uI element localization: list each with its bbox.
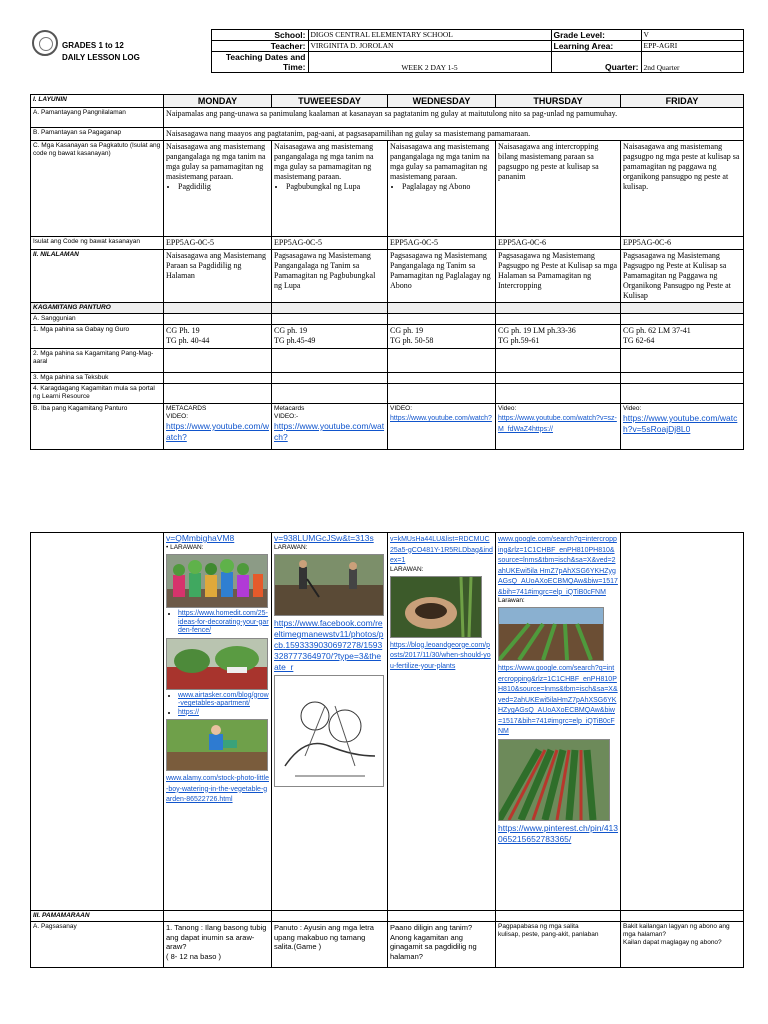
image-link[interactable]: https://blog.leoandgeorge.com/posts/2017/11/30/when-should-you-fertilize-your-plants [390, 641, 491, 670]
quarter-label: Quarter: [551, 52, 641, 73]
karagdagang-label: 4. Karagdagang Kagamitan mula sa portal ng Learni Resource [31, 384, 164, 404]
larawan-label: LARAWAN: [390, 565, 424, 573]
kasanayan-text: Naisasagawa ang masistemang pangangalaga ng mga tanim na mga gulay sa pamamagitan ng masistemang paraan. [274, 142, 374, 181]
fertilizer-hands-image [390, 576, 482, 638]
resources-wednesday [388, 533, 496, 911]
gabay-wednesday: CG ph. 19 TG ph. 50-58 [388, 325, 496, 349]
image-link[interactable]: https://www.google.com/search?q=intercropping&rlz=1C1CHBF_enPH810PH810&source=lnms&tbm=isch&sa=X&ved=2ahUKEwi5ilaHmZ7pAhXSG6YKHZygAGsQ_AUoAXoECBMQAw&biw=1517&bih=741#imgrc=elp_iQTiB0cFNM [498, 665, 618, 735]
nilalaman-label: II. NILALAMAN [31, 250, 164, 303]
video-link[interactable]: v=938LUMGcJSw&t=313s [274, 533, 374, 543]
video-link[interactable]: https://www.youtube.com/watch? [166, 421, 269, 442]
resources-thursday [496, 533, 621, 911]
kasanayan-bullet: • Pagdidilig [178, 182, 269, 192]
image-link[interactable]: https://www.homedit.com/25-ideas-for-decorating-your-garden-fence/ [178, 610, 269, 634]
pagsasanay-wednesday: Paano diligin ang tanim? Anong kagamitan ang ginagamit sa pagdidilig ng halaman? [388, 922, 496, 968]
iba-monday [164, 404, 272, 450]
image-link[interactable]: www.alamy.com/stock-photo-little-boy-watering-in-the-vegetable-garden-86522726.html [166, 775, 269, 803]
kasanayan-wednesday [388, 141, 496, 237]
video-link[interactable]: v=QMmbighaVM8 [166, 533, 235, 543]
balcony-vegetables-image [166, 638, 268, 690]
pangmagaaral-label: 2. Mga pahina sa Kagamitang Pang-Mag-aaral [31, 349, 164, 373]
kasanayan-text: Naisasagawa ang masistemang pangangalaga ng mga tanim na mga gulay sa pamamagitan ng masistemang paraan. [166, 142, 266, 181]
vegetable-rows-image [498, 739, 610, 821]
log-title-line2: DAILY LESSON LOG [62, 53, 140, 62]
day-monday: MONDAY [164, 95, 272, 108]
dates-label: Teaching Dates and Time: [211, 52, 308, 73]
log-title-line1: GRADES 1 to 12 [62, 41, 124, 50]
code-label: Isulat ang Code ng bawat kasanayan [31, 237, 164, 250]
pamamaraan-label: III. PAMAMARAAN [31, 911, 164, 922]
iba-wednesday [388, 404, 496, 450]
tilling-soil-image [274, 554, 384, 616]
iba-tuesday [272, 404, 388, 450]
teksbuk-label: 3. Mga pahina sa Teksbuk [31, 373, 164, 384]
pamantayang-text: Naipamalas ang pang-unawa sa panimulang kaalaman at kasanayan sa pagtatanim ng gulay at maitutulong nito sa pag-unlad ng pamumuhay. [164, 108, 744, 128]
lesson-grid-page2 [30, 532, 744, 968]
gabay-label: 1. Mga pahina sa Gabay ng Guro [31, 325, 164, 349]
iba-head: VIDEO: [390, 405, 413, 412]
larawan-label: LARAWAN: [274, 544, 308, 551]
kasanayan-bullet: • Paglalagay ng Abono [402, 182, 493, 192]
school-label: School: [211, 30, 308, 41]
teacher-value: VIRGINITA D. JOROLAN [308, 41, 551, 52]
code-wednesday: EPP5AG-0C-5 [388, 237, 496, 250]
video-link[interactable]: v=kMUsHa44LU&list=RDCMUC25a5-gCO481Y-1R5RLDbag&index=1 [390, 536, 493, 564]
code-monday: EPP5AG-0C-5 [164, 237, 272, 250]
pagsasanay-label: A. Pagsasanay [31, 922, 164, 968]
image-link[interactable]: www.google.com/search?q=intercropping&rlz=1C1CHBF_enPH810PH810&source=lnms&tbm=isch&sa=X&ved=2ahUKEwi5ila HmZ7pAhXSG6YKHZygAGsQ_AUoAXoECBMQAw&biw=1517&bih=741#imgrc=elp_iQTiB0cFNM [498, 536, 618, 596]
video-link[interactable]: https://www.youtube.com/watch?v=sz-M_fdWaZ4https:// [498, 415, 617, 433]
pagsasanay-monday: 1. Tanong : Ilang basong tubig ang dapat inumin sa araw-araw? ( 8- 12 na baso ) [164, 922, 272, 968]
boy-watering-image [166, 719, 268, 771]
kasanayan-text: Naisasagawa ang masistemang pangangalaga ng mga tanim na mga gulay sa pamamagitan ng masistemang paraan. [390, 142, 490, 181]
sanggunian-label: A. Sanggunian [31, 314, 164, 325]
day-thursday: THURSDAY [496, 95, 621, 108]
dates-value: WEEK 2 DAY 1-5 [308, 52, 551, 73]
school-value: DIGOS CENTRAL ELEMENTARY SCHOOL [308, 30, 551, 41]
code-thursday: EPP5AG-0C-6 [496, 237, 621, 250]
code-friday: EPP5AG-0C-6 [621, 237, 744, 250]
nilalaman-monday: Naisasagawa ang Masistemang Paraan sa Pagdidilig ng Halaman [164, 250, 272, 303]
teacher-label: Teacher: [211, 41, 308, 52]
image-link[interactable]: https://www.pinterest.ch/pin/413065215652783365/ [498, 822, 619, 844]
garden-boots-image [166, 554, 268, 608]
kasanayan-tuesday [272, 141, 388, 237]
gabay-friday: CG ph. 62 LM 37-41 TG 62-64 [621, 325, 744, 349]
gabay-thursday: CG ph. 19 LM ph.33-36 TG ph.59-61 [496, 325, 621, 349]
resources-tuesday [272, 533, 388, 911]
iba-head: Metacards VIDEO:- [274, 405, 305, 420]
iba-thursday [496, 404, 621, 450]
image-link[interactable]: https:// [178, 708, 200, 716]
pagsasanay-friday: Bakit kailangan lagyan ng abono ang mga halaman? Kailan dapat maglagay ng abono? [621, 922, 744, 968]
day-friday: FRIDAY [621, 95, 744, 108]
pagsasanay-tuesday: Panuto : Ayusin ang mga letra upang makabuo ng tamang salita.(Game ) [272, 922, 388, 968]
area-value: EPP-AGRI [641, 41, 743, 52]
area-label: Learning Area: [551, 41, 641, 52]
grade-label: Grade Level: [551, 30, 641, 41]
video-link[interactable]: https://www.youtube.com/watch? [390, 415, 492, 422]
larawan-label: • LARAWAN: [166, 544, 204, 551]
image-link[interactable]: www.airtasker.com/blog/grow-vegetables-apartment/ [178, 691, 269, 707]
kasanayan-friday: Naisasagawa ang masistemang pagsugpo ng mga peste at kulisap sa pamamagitan ng paggawa ng organikong pansugpo ng peste at kulisap. [621, 141, 744, 237]
video-link[interactable]: https://www.youtube.com/watch?v=5sRoajDj8L0 [623, 413, 738, 434]
pagaganap-label: B. Pamantayan sa Pagaganap [31, 128, 164, 141]
header-table [28, 29, 744, 73]
iba-head: Video: [623, 405, 642, 412]
grade-value: V [641, 30, 743, 41]
iba-head: Video: [498, 405, 517, 412]
nilalaman-friday: Pagsasagawa ng Masistemang Pagsugpo ng Peste at Kulisap sa Pamamagitan ng Paggawa ng Organikong Pansugpo ng Peste at Kulisap [621, 250, 744, 303]
kasanayan-bullet: • Pagbubungkal ng Lupa [286, 182, 385, 192]
iba-friday [621, 404, 744, 450]
day-tuesday: TUWEEESDAY [272, 95, 388, 108]
kagamitan-label: KAGAMITANG PANTURO [31, 303, 164, 314]
tilling-sketch-image [274, 675, 384, 787]
resources-monday [164, 533, 272, 911]
gabay-monday: CG Ph. 19 TG ph. 40-44 [164, 325, 272, 349]
day-wednesday: WEDNESDAY [388, 95, 496, 108]
code-tuesday: EPP5AG-0C-5 [272, 237, 388, 250]
gabay-tuesday: CG ph. 19 TG ph.45-49 [272, 325, 388, 349]
nilalaman-tuesday: Pagsasagawa ng Masistemang Pangangalaga ng Tanim sa Pamamagitan ng Pagbubungkal ng Lupa [272, 250, 388, 303]
intercropping-field-image [498, 607, 604, 661]
kasanayan-monday [164, 141, 272, 237]
kasanayan-thursday: Naisasagawa ang intercropping bilang masistemang paraan sa pagsugpo ng peste at kulisap sa pananim [496, 141, 621, 237]
iba-head: METACARDS VIDEO: [166, 405, 207, 420]
larawan-label: Larawan: [498, 597, 525, 604]
lesson-grid-page1 [30, 94, 744, 450]
video-link[interactable]: https://www.youtube.com/watch? [274, 421, 385, 442]
layunin-label: I. LAYUNIN [31, 95, 164, 108]
pamantayang-label: A. Pamantayang Pangnilalaman [31, 108, 164, 128]
iba-label: B. Iba pang Kagamitang Panturo [31, 404, 164, 450]
nilalaman-wednesday: Pagsasagawa ng Masistemang Pangangalaga ng Tanim sa Pamamagitan ng Paglalagay ng Abono [388, 250, 496, 303]
pagsasanay-thursday: Pagpapabasa ng mga salita kulisap, peste, pang-akit, panlaban [496, 922, 621, 968]
nilalaman-thursday: Pagsasagawa ng Masistemang Pagsugpo ng Peste at Kulisap sa mga Halaman sa Pamamagitan ng Intercropping [496, 250, 621, 303]
quarter-value: 2nd Quarter [641, 52, 743, 73]
pagaganap-text: Naisasagawa nang maayos ang pagtatanim, pag-aani, at pagsasapamilihan ng gulay sa masistemang pamamaraan. [164, 128, 744, 141]
kasanayan-label: C. Mga Kasanayan sa Pagkatuto (Isulat ang code ng bawat kasanayan) [31, 141, 164, 237]
image-link[interactable]: https://www.facebook.com/reeltimegmanewstv11/photos/pcb.1593339030697278/1593328777364970/?type=3&theate_r [274, 618, 384, 672]
